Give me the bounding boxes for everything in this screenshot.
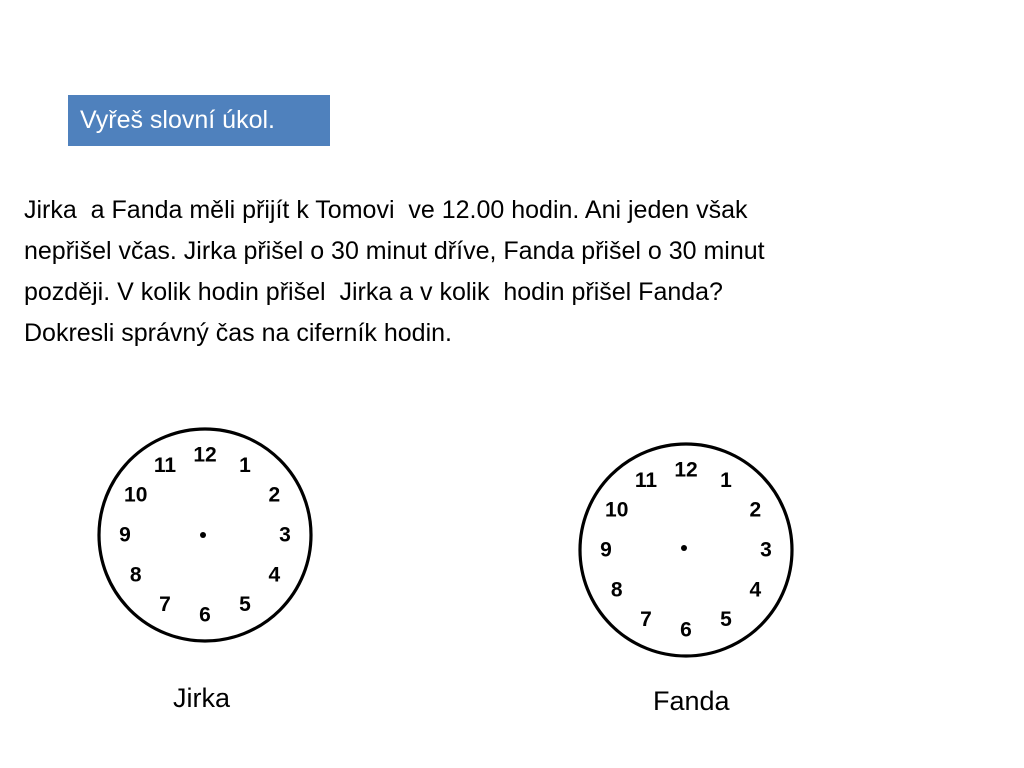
word-problem-line: nepřišel včas. Jirka přišel o 30 minut dříve, Fanda přišel o 30 minut bbox=[24, 237, 765, 265]
clock-number-12: 12 bbox=[674, 458, 698, 482]
clock-number-11: 11 bbox=[634, 469, 658, 493]
clock-number-4: 4 bbox=[268, 563, 281, 587]
clock-number-3: 3 bbox=[279, 523, 291, 547]
word-problem-line: později. V kolik hodin přišel Jirka a v kolik hodin přišel Fanda? bbox=[24, 278, 723, 306]
clock-number-6: 6 bbox=[199, 603, 211, 627]
clock-center-dot bbox=[200, 532, 206, 538]
clock-number-7: 7 bbox=[640, 607, 652, 631]
clock-number-9: 9 bbox=[119, 523, 131, 547]
clock-number-12: 12 bbox=[193, 443, 217, 467]
clock-label-fanda: Fanda bbox=[653, 686, 730, 716]
clock-number-2: 2 bbox=[268, 483, 281, 507]
word-problem-line: Dokresli správný čas na ciferník hodin. bbox=[24, 319, 452, 347]
clock-number-5: 5 bbox=[720, 607, 732, 631]
clock-face-fanda[interactable] bbox=[576, 440, 796, 660]
clock-face-jirka[interactable] bbox=[95, 425, 315, 645]
clock-number-4: 4 bbox=[749, 578, 762, 602]
clock-center-dot bbox=[681, 545, 687, 551]
clock-number-6: 6 bbox=[680, 618, 692, 642]
word-problem-text bbox=[24, 190, 984, 354]
clock-number-1: 1 bbox=[720, 469, 732, 493]
clock-label-jirka: Jirka bbox=[173, 683, 231, 713]
clock-number-2: 2 bbox=[749, 498, 762, 522]
word-problem-line: Jirka a Fanda měli přijít k Tomovi ve 12.00 hodin. Ani jeden však bbox=[24, 196, 748, 224]
clock-number-1: 1 bbox=[239, 454, 251, 478]
clock-number-8: 8 bbox=[129, 563, 142, 587]
clock-number-11: 11 bbox=[153, 454, 177, 478]
clock-number-5: 5 bbox=[239, 592, 251, 616]
clock-number-10: 10 bbox=[124, 483, 148, 507]
task-title-badge: Vyřeš slovní úkol. bbox=[68, 95, 330, 146]
clock-number-10: 10 bbox=[605, 498, 629, 522]
clock-number-7: 7 bbox=[159, 592, 171, 616]
clock-number-8: 8 bbox=[610, 578, 623, 602]
clock-number-9: 9 bbox=[600, 538, 612, 562]
clock-number-3: 3 bbox=[760, 538, 772, 562]
